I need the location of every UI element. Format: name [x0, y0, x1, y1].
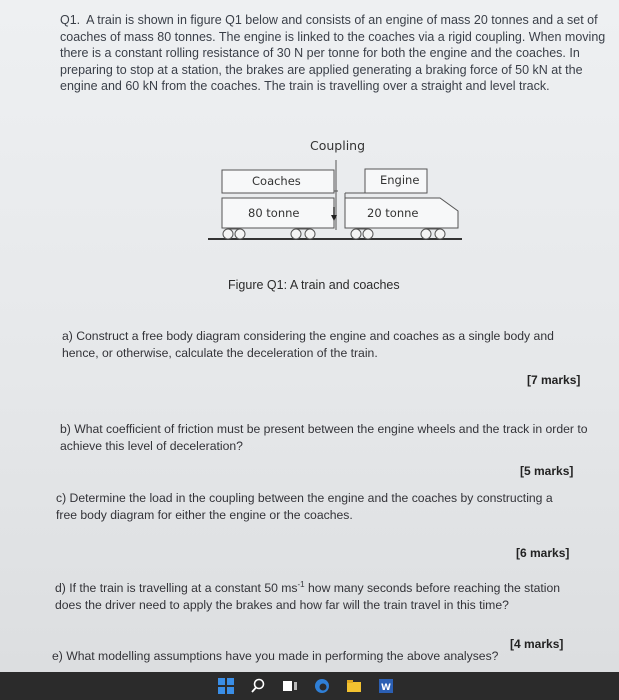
part-d-text-before: d) If the train is travelling at a constant 50 ms: [55, 581, 298, 596]
part-e-text: e) What modelling assumptions have you made in performing the above analyses?: [52, 649, 499, 663]
engine-label: Engine: [380, 173, 420, 187]
engine-mass-label: 20 tonne: [367, 206, 419, 220]
part-c-marks: [6 marks]: [516, 546, 570, 560]
coaches-mass-label: 80 tonne: [248, 206, 300, 220]
windows-icon[interactable]: [218, 678, 234, 694]
edge-icon[interactable]: [314, 678, 330, 694]
part-b-marks: [5 marks]: [520, 464, 574, 478]
part-d-marks: [4 marks]: [510, 637, 564, 651]
part-d-text: [55, 576, 575, 614]
task-view-icon[interactable]: [282, 678, 298, 694]
train-diagram: [200, 135, 470, 250]
part-d-superscript: -1: [297, 580, 305, 589]
part-b-text: b) What coefficient of friction must be present between the engine wheels and the track in order to achieve this level of deceleration?: [60, 422, 588, 453]
coupling-label: Coupling: [310, 138, 366, 153]
part-c-text: c) Determine the load in the coupling between the engine and the coaches by constructing a free body diagram for either the engine or the coaches.: [56, 491, 553, 522]
coaches-label: Coaches: [252, 174, 301, 188]
part-a-marks: [7 marks]: [527, 373, 581, 387]
question-intro: [60, 12, 608, 95]
word-icon[interactable]: [378, 678, 394, 694]
taskbar: [0, 672, 619, 700]
part-a-text: a) Construct a free body diagram considering the engine and coaches as a single body and hence, or otherwise, calculate the deceleration of the train.: [62, 329, 554, 360]
svg-text:W: W: [381, 683, 391, 693]
figure-caption: Figure Q1: A train and coaches: [228, 278, 400, 292]
wheels: [223, 229, 445, 239]
file-explorer-icon[interactable]: [346, 678, 362, 694]
search-icon[interactable]: [250, 678, 266, 694]
question-number: Q1.: [60, 13, 81, 27]
question-intro-text: A train is shown in figure Q1 below and consists of an engine of mass 20 tonnes and a set of coaches of mass 80 tonnes. The engine is linked to the coaches via a rigid coupling. When moving there is a constant rolling resistance of 30 N per tonne for both the engine and the coaches. In preparing to stop at a station, the brakes are applied generating a braking force of 50 kN at the engine and 60 kN from the coaches. The train is travelling over a straight and level track.: [60, 13, 606, 93]
part-d-text-after: how many seconds before reaching the station does the driver need to apply the brakes and how far will the train travel in this time?: [55, 581, 561, 613]
